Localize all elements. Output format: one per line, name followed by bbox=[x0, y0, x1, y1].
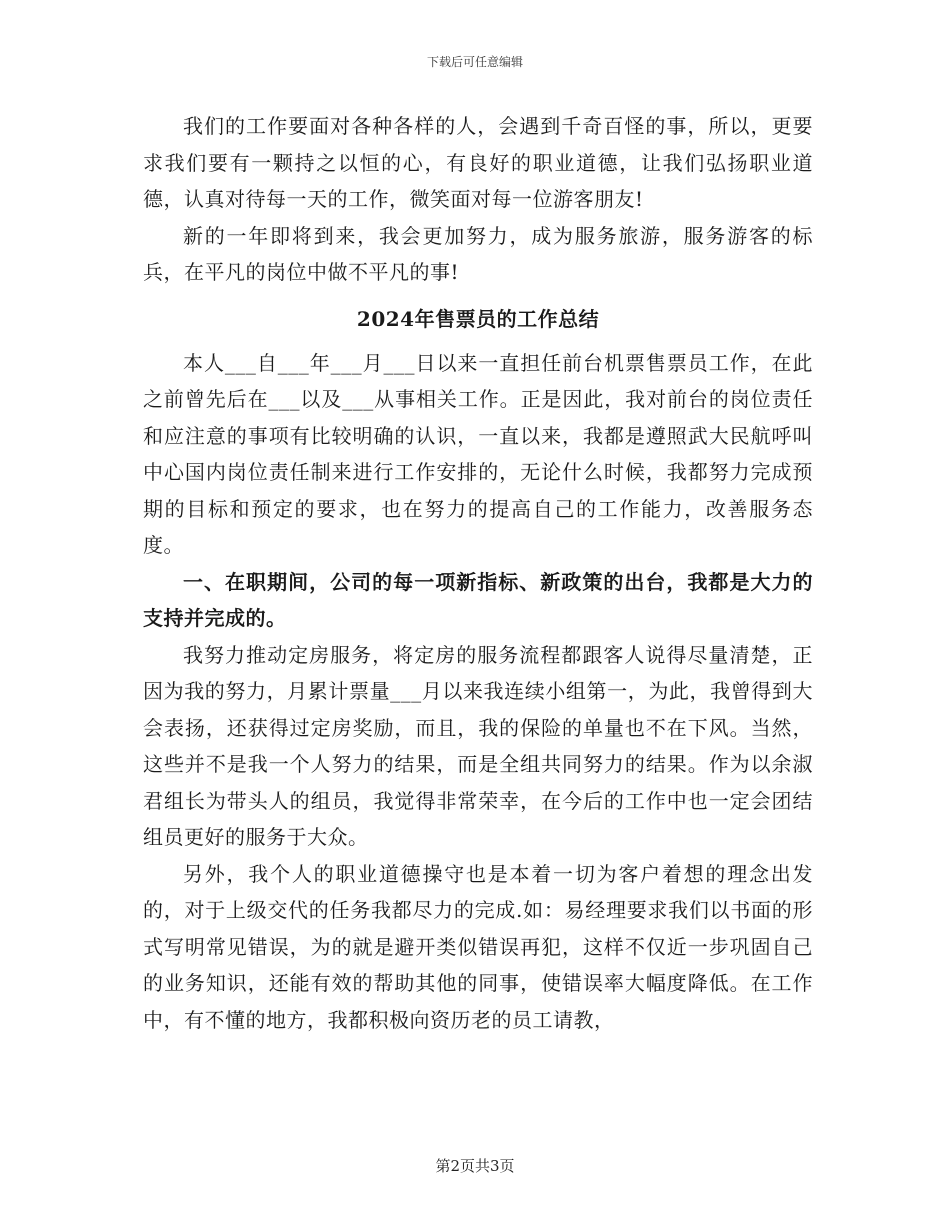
paragraph-6: 另外，我个人的职业道德操守也是本着一切为客户着想的理念出发的，对于上级交代的任务我都尽力的完成.如：易经理要求我们以书面的形式写明常见错误，为的就是避开类似错误再犯，这样不仅近一步巩固自己的业务知识，还能有效的帮助其他的同事，使错误率大幅度降低。在工作中，有不懂的地方，我都积极向资历老的员工请教， bbox=[143, 861, 813, 1032]
paragraph-5: 我努力推动定房服务，将定房的服务流程都跟客人说得尽量清楚，正因为我的努力，月累计票量___月以来我连续小组第一，为此，我曾得到大会表扬，还获得过定房奖励，而且，我的保险的单量也不在下风。当然，这些并不是我一个人努力的结果，而是全组共同努力的结果。作为以余淑君组长为带头人的组员，我觉得非常荣幸，在今后的工作中也一定会团结组员更好的服务于大众。 bbox=[143, 642, 813, 849]
paragraph-3: 本人___自___年___月___日以来一直担任前台机票售票员工作，在此之前曾先后在___以及___从事相关工作。正是因此，我对前台的岗位责任和应注意的事项有比较明确的认识，一直以来，我都是遵照武大民航呼叫中心国内岗位责任制来进行工作安排的，无论什么时候，我都努力完成预期的目标和预定的要求，也在努力的提高自己的工作能力，改善服务态度。 bbox=[143, 350, 813, 557]
paragraph-2: 新的一年即将到来，我会更加努力，成为服务旅游，服务游客的标兵，在平凡的岗位中做不平凡的事! bbox=[143, 223, 813, 284]
paragraph-4-heading: 一、在职期间，公司的每一项新指标、新政策的出台，我都是大力的支持并完成的。 bbox=[143, 569, 813, 630]
section-title: 2024年售票员的工作总结 bbox=[356, 306, 600, 331]
header-note: 下载后可任意编辑 bbox=[426, 55, 523, 69]
page-footer: 第2页共3页 bbox=[435, 1157, 515, 1175]
document-body bbox=[143, 108, 813, 1038]
paragraph-1: 我们的工作要面对各种各样的人，会遇到千奇百怪的事，所以，更要求我们要有一颗持之以恒的心，有良好的职业道德，让我们弘扬职业道德，认真对待每一天的工作，微笑面对每一位游客朋友! bbox=[143, 114, 813, 211]
